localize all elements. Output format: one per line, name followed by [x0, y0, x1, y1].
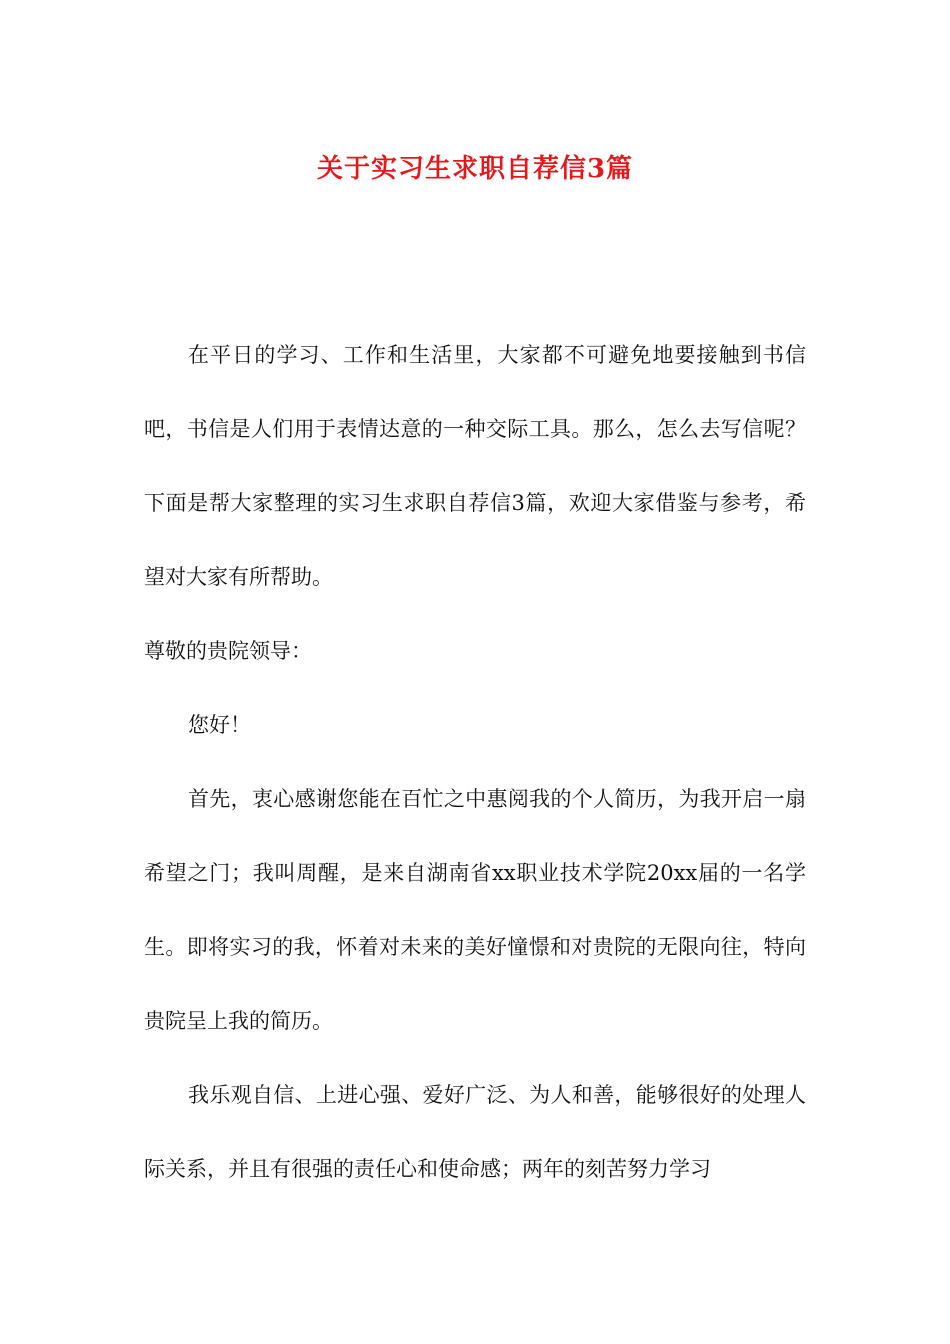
document-body: [144, 318, 806, 1206]
body-paragraph-1: 首先，衷心感谢您能在百忙之中惠阅我的个人简历，为我开启一扇希望之门；我叫周醒，是来自湖南省xx职业技术学院20xx届的一名学生。即将实习的我，怀着对未来的美好憧憬和对贵院的无限向往，特向贵院呈上我的简历。: [144, 787, 806, 1033]
body-paragraph-2: 我乐观自信、上进心强、爱好广泛、为人和善，能够很好的处理人际关系，并且有很强的责任心和使命感；两年的刻苦努力学习: [144, 1083, 806, 1181]
greeting: 您好！: [188, 713, 251, 737]
intro-paragraph: 在平日的学习、工作和生活里，大家都不可避免地要接触到书信吧，书信是人们用于表情达意的一种交际工具。那么，怎么去写信呢？下面是帮大家整理的实习生求职自荐信3篇，欢迎大家借鉴与参考，希望对大家有所帮助。: [144, 343, 806, 589]
document-title: 关于实习生求职自荐信3篇: [316, 154, 634, 185]
salutation: 尊敬的贵院领导：: [144, 639, 312, 663]
